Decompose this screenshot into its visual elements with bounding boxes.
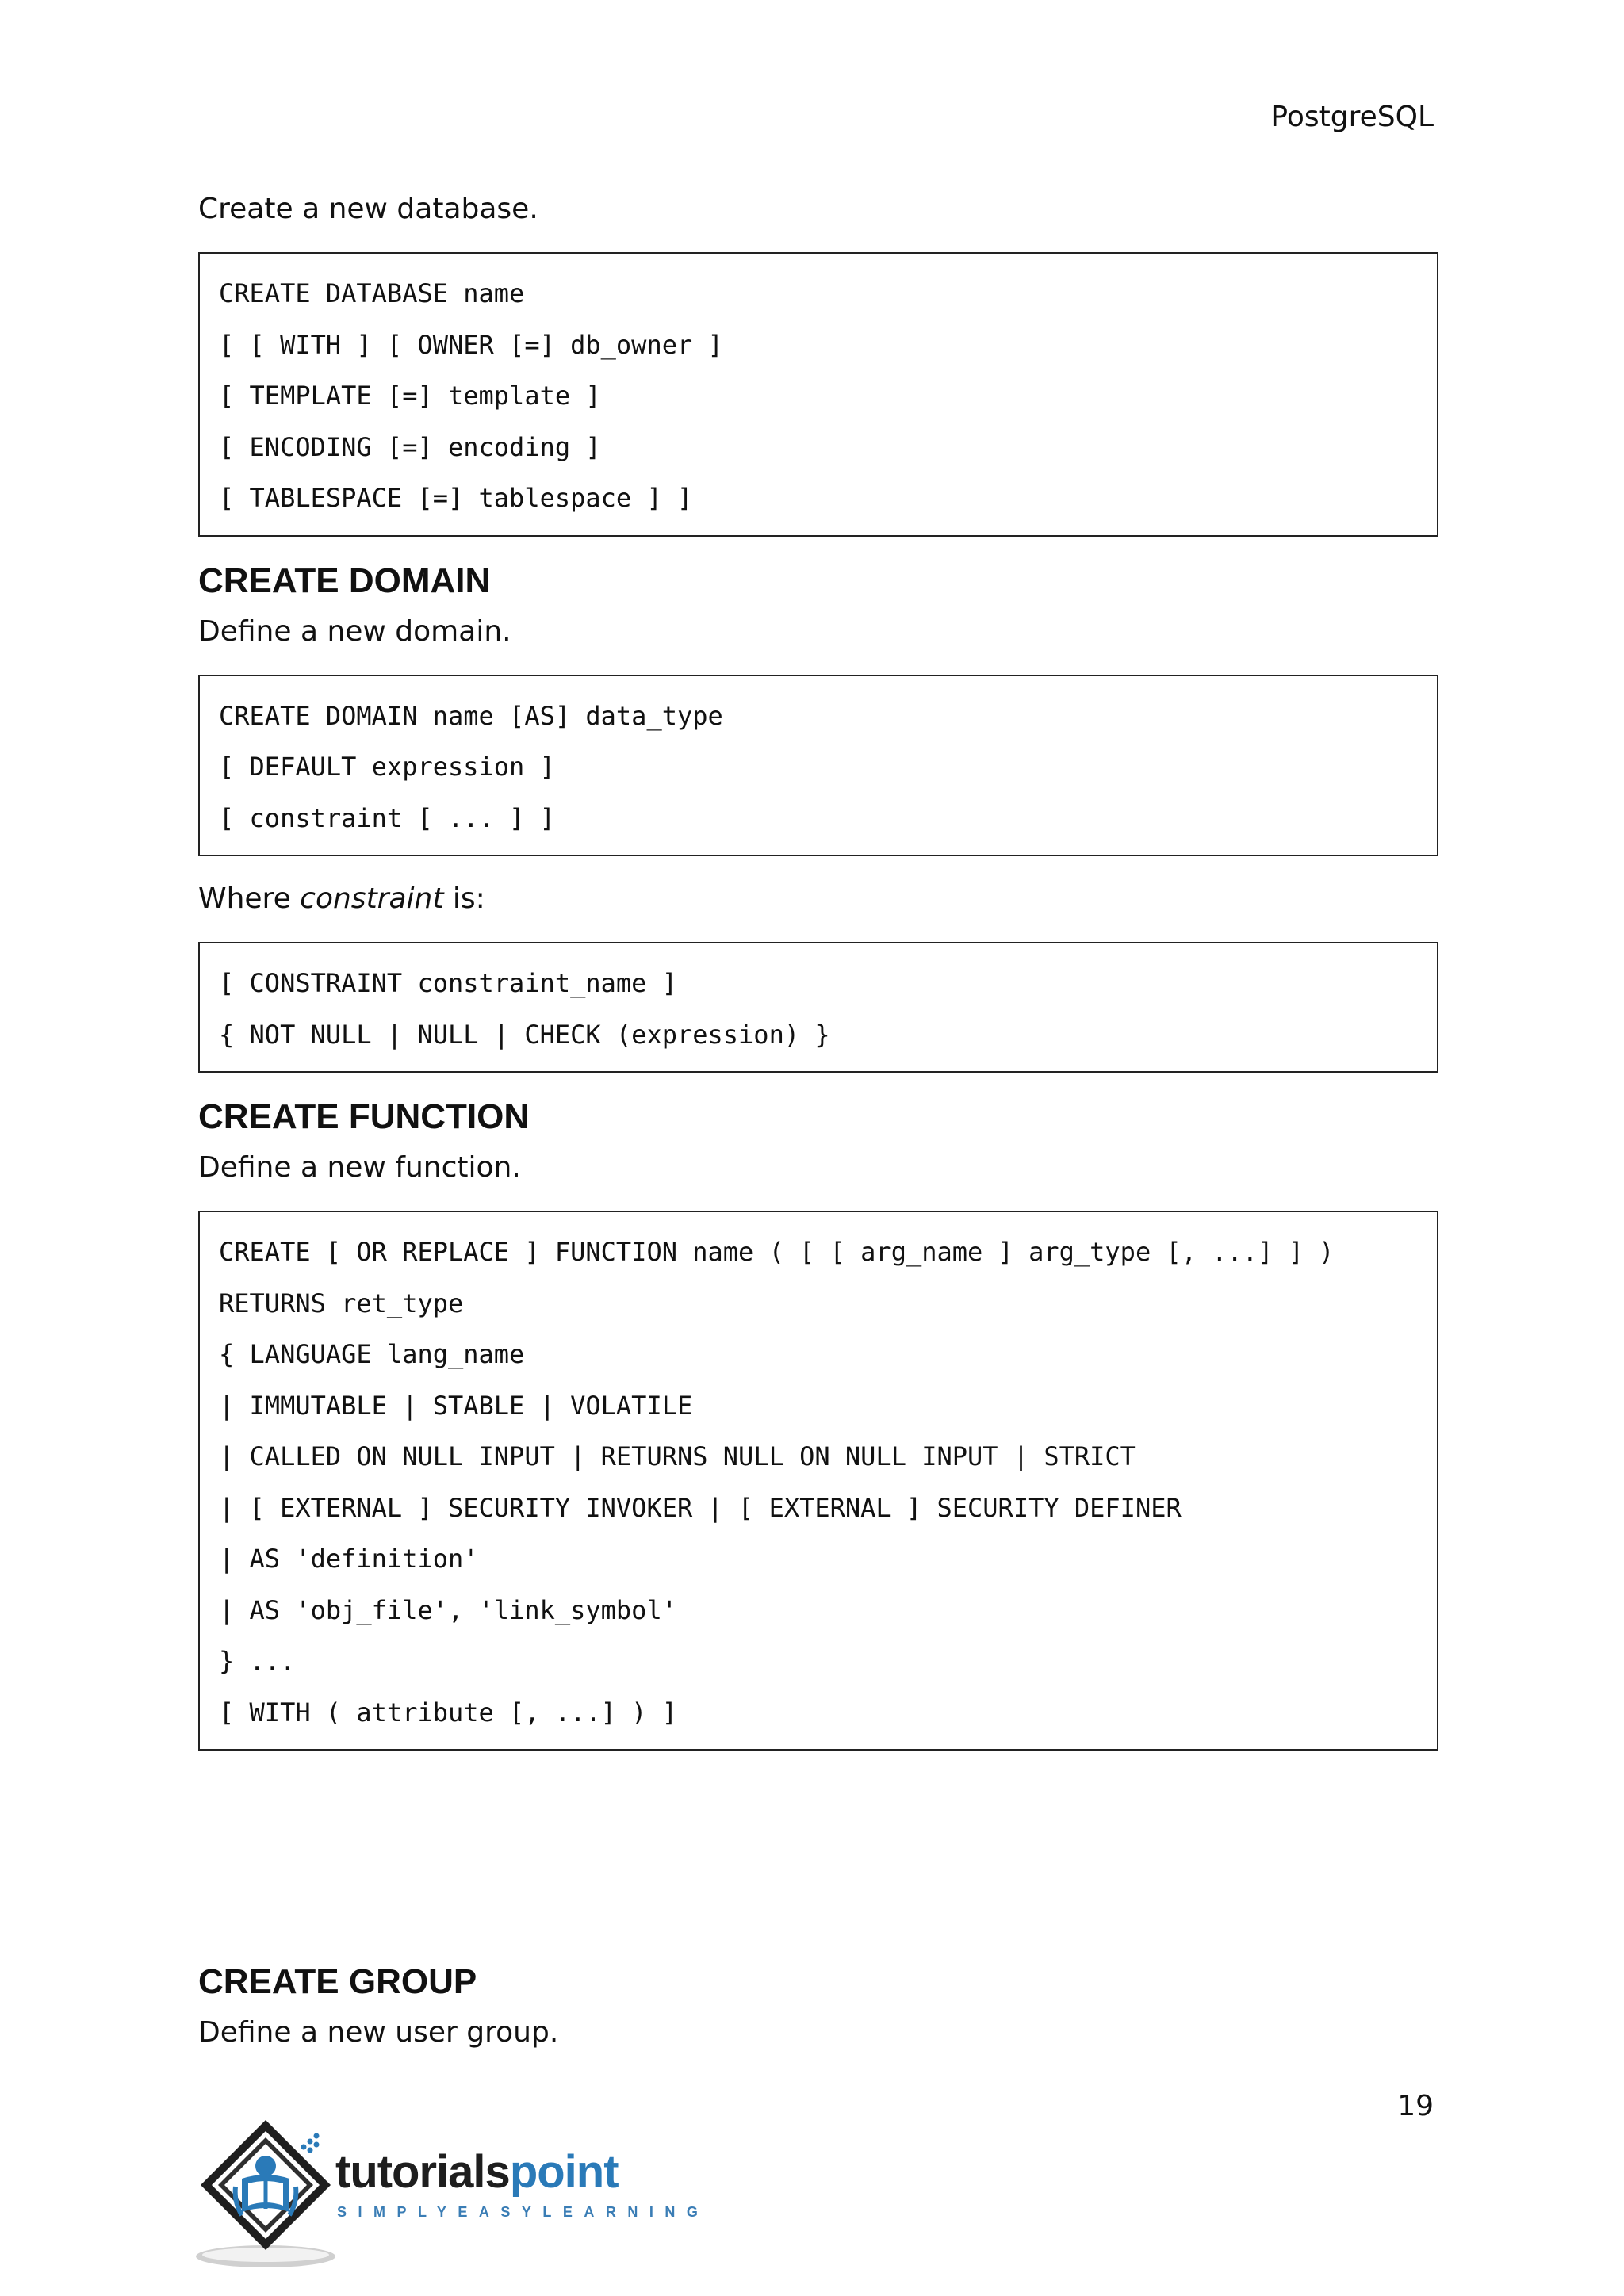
- section-heading: CREATE DOMAIN: [198, 561, 491, 600]
- create-database-code-block: [198, 252, 1438, 537]
- code-line: [ [ WITH ] [ OWNER [=] db_owner ]: [219, 329, 723, 360]
- section-heading: CREATE FUNCTION: [198, 1097, 530, 1136]
- code-line: [ TEMPLATE [=] template ]: [219, 381, 601, 411]
- code-line: [ CONSTRAINT constraint_name ]: [219, 968, 677, 998]
- where-suffix: is:: [443, 882, 485, 915]
- code-line: CREATE DATABASE name: [219, 278, 525, 308]
- create-domain-section: [198, 561, 1438, 1073]
- code-line: | AS 'obj_file', 'link_symbol': [219, 1594, 677, 1625]
- running-header: PostgreSQL: [1270, 101, 1434, 133]
- code-line: [ DEFAULT expression ]: [219, 752, 555, 782]
- code-line: { LANGUAGE lang_name: [219, 1339, 525, 1369]
- logo-wordmark: [335, 2147, 619, 2198]
- code-line: { NOT NULL | NULL | CHECK (expression) }: [219, 1019, 830, 1050]
- code-line: | CALLED ON NULL INPUT | RETURNS NULL ON NULL INPUT | STRICT: [219, 1441, 1136, 1471]
- code-line: [ ENCODING [=] encoding ]: [219, 431, 601, 462]
- tutorialspoint-logo: [194, 2115, 710, 2274]
- code-line: | IMMUTABLE | STABLE | VOLATILE: [219, 1390, 693, 1421]
- page-content: [198, 190, 1438, 2052]
- code-line: | AS 'definition': [219, 1544, 479, 1574]
- where-prefix: Where: [198, 882, 301, 915]
- code-line: [ constraint [ ... ] ]: [219, 802, 555, 833]
- code-line: | [ EXTERNAL ] SECURITY INVOKER | [ EXTERNAL ] SECURITY DEFINER: [219, 1492, 1182, 1523]
- code-line: CREATE [ OR REPLACE ] FUNCTION name ( [ [ arg_name ] arg_type [, ...] ] ): [219, 1237, 1335, 1267]
- section-description: Define a new domain.: [198, 614, 511, 648]
- intro-text: Create a new database.: [198, 193, 538, 225]
- section-description: Define a new function.: [198, 1151, 521, 1184]
- section-heading: CREATE GROUP: [198, 1962, 477, 2001]
- page-number: 19: [1397, 2090, 1434, 2122]
- section-description: Define a new user group.: [198, 2016, 559, 2049]
- code-line: } ...: [219, 1646, 296, 1676]
- code-line: [ TABLESPACE [=] tablespace ] ]: [219, 483, 693, 513]
- create-function-code-block: [198, 1211, 1438, 1751]
- create-function-section: [198, 1096, 1438, 1751]
- logo-tagline: SIMPLYEASYLEARNING: [337, 2204, 710, 2220]
- where-term: constraint: [300, 882, 444, 915]
- logo-wordmark-part2: point: [509, 2146, 619, 2198]
- create-domain-code-block: [198, 675, 1438, 857]
- logo-wordmark-part1: tutorials: [335, 2146, 510, 2198]
- where-constraint-text: [198, 880, 1438, 918]
- code-line: RETURNS ret_type: [219, 1288, 464, 1318]
- create-group-section: [198, 1961, 1438, 2052]
- constraint-code-block: [198, 942, 1438, 1073]
- code-line: CREATE DOMAIN name [AS] data_type: [219, 700, 723, 731]
- code-line: [ WITH ( attribute [, ...] ) ]: [219, 1697, 677, 1728]
